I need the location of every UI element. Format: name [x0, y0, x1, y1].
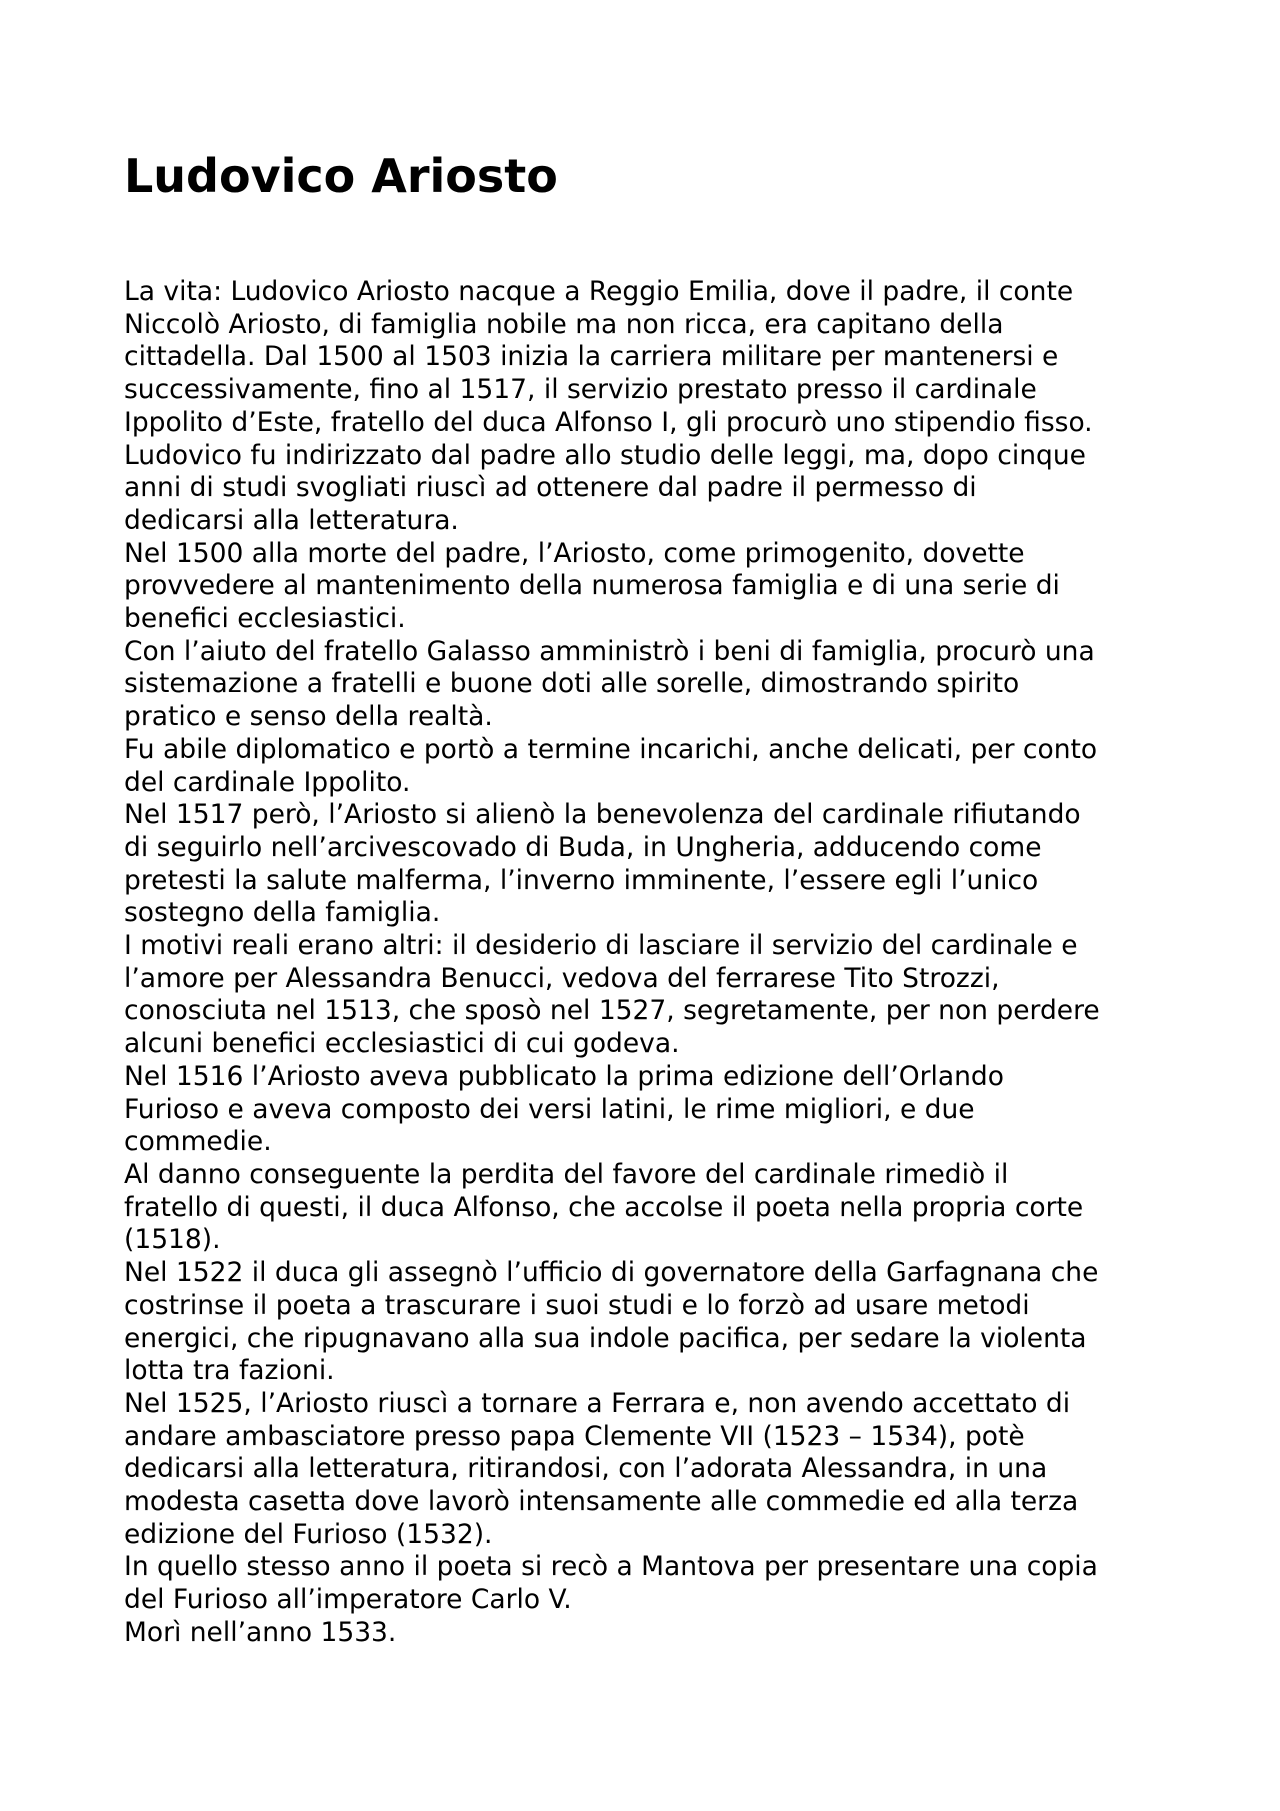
body-line: anni di studi svogliati riuscì ad ottenere dal padre il permesso di	[124, 472, 977, 504]
body-line: Nel 1525, l’Ariosto riuscì a tornare a Ferrara e, non avendo accettato di	[124, 1387, 1071, 1419]
body-line: andare ambasciatore presso papa Clemente VII (1523 – 1534), potè	[124, 1420, 1025, 1452]
body-line: commedie.	[124, 1126, 272, 1158]
body-line: pratico e senso della realtà.	[124, 701, 493, 733]
body-line: energici, che ripugnavano alla sua indole pacifica, per sedare la violenta	[124, 1322, 1087, 1354]
body-line: Nel 1516 l’Ariosto aveva pubblicato la prima edizione dell’Orlando	[124, 1060, 1004, 1092]
body-line: Nel 1500 alla morte del padre, l’Ariosto, come primogenito, dovette	[124, 537, 1025, 569]
body-line: del cardinale Ippolito.	[124, 766, 411, 798]
body-line: sistemazione a fratelli e buone doti alle sorelle, dimostrando spirito	[124, 668, 1020, 700]
body-line: conosciuta nel 1513, che sposò nel 1527, segretamente, per non perdere	[124, 995, 1100, 1027]
body-line: provvedere al mantenimento della numerosa famiglia e di una serie di	[124, 570, 1060, 602]
body-line: Morì nell’anno 1533.	[124, 1616, 397, 1648]
body-line: Niccolò Ariosto, di famiglia nobile ma non ricca, era capitano della	[124, 308, 1004, 340]
body-line: edizione del Furioso (1532).	[124, 1518, 493, 1550]
body-line: La vita: Ludovico Ariosto nacque a Reggio Emilia, dove il padre, il conte	[124, 276, 1074, 307]
body-line: Furioso e aveva composto dei versi latini, le rime migliori, e due	[124, 1093, 975, 1125]
body-line: Nel 1522 il duca gli assegnò l’ufficio di governatore della Garfagnana che	[124, 1257, 1099, 1289]
body-line: Ludovico fu indirizzato dal padre allo studio delle leggi, ma, dopo cinque	[124, 439, 1086, 471]
body-line: Nel 1517 però, l’Ariosto si alienò la benevolenza del cardinale rifiutando	[124, 799, 1081, 831]
body-line: l’amore per Alessandra Benucci, vedova del ferrarese Tito Strozzi,	[124, 962, 1000, 994]
body-line: pretesti la salute malferma, l’inverno imminente, l’essere egli l’unico	[124, 864, 1039, 896]
body-line: fratello di questi, il duca Alfonso, che accolse il poeta nella propria corte	[124, 1191, 1084, 1223]
body-line: (1518).	[124, 1224, 221, 1256]
body-line: Con l’aiuto del fratello Galasso amministrò i beni di famiglia, procurò una	[124, 635, 1095, 667]
body-line: In quello stesso anno il poeta si recò a Mantova per presentare una copia	[124, 1551, 1098, 1583]
body-line: dedicarsi alla letteratura.	[124, 504, 459, 536]
document-title: Ludovico Ariosto	[124, 149, 558, 203]
body-line: alcuni benefici ecclesiastici di cui godeva.	[124, 1028, 680, 1060]
body-line: Ippolito d’Este, fratello del duca Alfonso I, gli procurò uno stipendio fisso.	[124, 406, 1093, 438]
body-line: di seguirlo nell’arcivescovado di Buda, in Ungheria, adducendo come	[124, 831, 1042, 863]
body-line: sostegno della famiglia.	[124, 897, 441, 929]
body-line: cittadella. Dal 1500 al 1503 inizia la carriera militare per mantenersi e	[124, 341, 1059, 373]
body-line: del Furioso all’imperatore Carlo V.	[124, 1584, 572, 1616]
body-line: benefici ecclesiastici.	[124, 603, 406, 635]
document-body	[124, 276, 1264, 1650]
body-line: costrinse il poeta a trascurare i suoi studi e lo forzò ad usare metodi	[124, 1289, 1030, 1321]
body-line: successivamente, fino al 1517, il servizio prestato presso il cardinale	[124, 374, 1037, 406]
body-line: dedicarsi alla letteratura, ritirandosi, con l’adorata Alessandra, in una	[124, 1453, 1048, 1485]
body-line: Al danno conseguente la perdita del favore del cardinale rimediò il	[124, 1158, 1009, 1190]
body-line: Fu abile diplomatico e portò a termine incarichi, anche delicati, per conto	[124, 733, 1098, 765]
body-line: I motivi reali erano altri: il desiderio di lasciare il servizio del cardinale e	[124, 930, 1078, 962]
body-line: modesta casetta dove lavorò intensamente alle commedie ed alla terza	[124, 1486, 1079, 1518]
body-line: lotta tra fazioni.	[124, 1355, 335, 1387]
